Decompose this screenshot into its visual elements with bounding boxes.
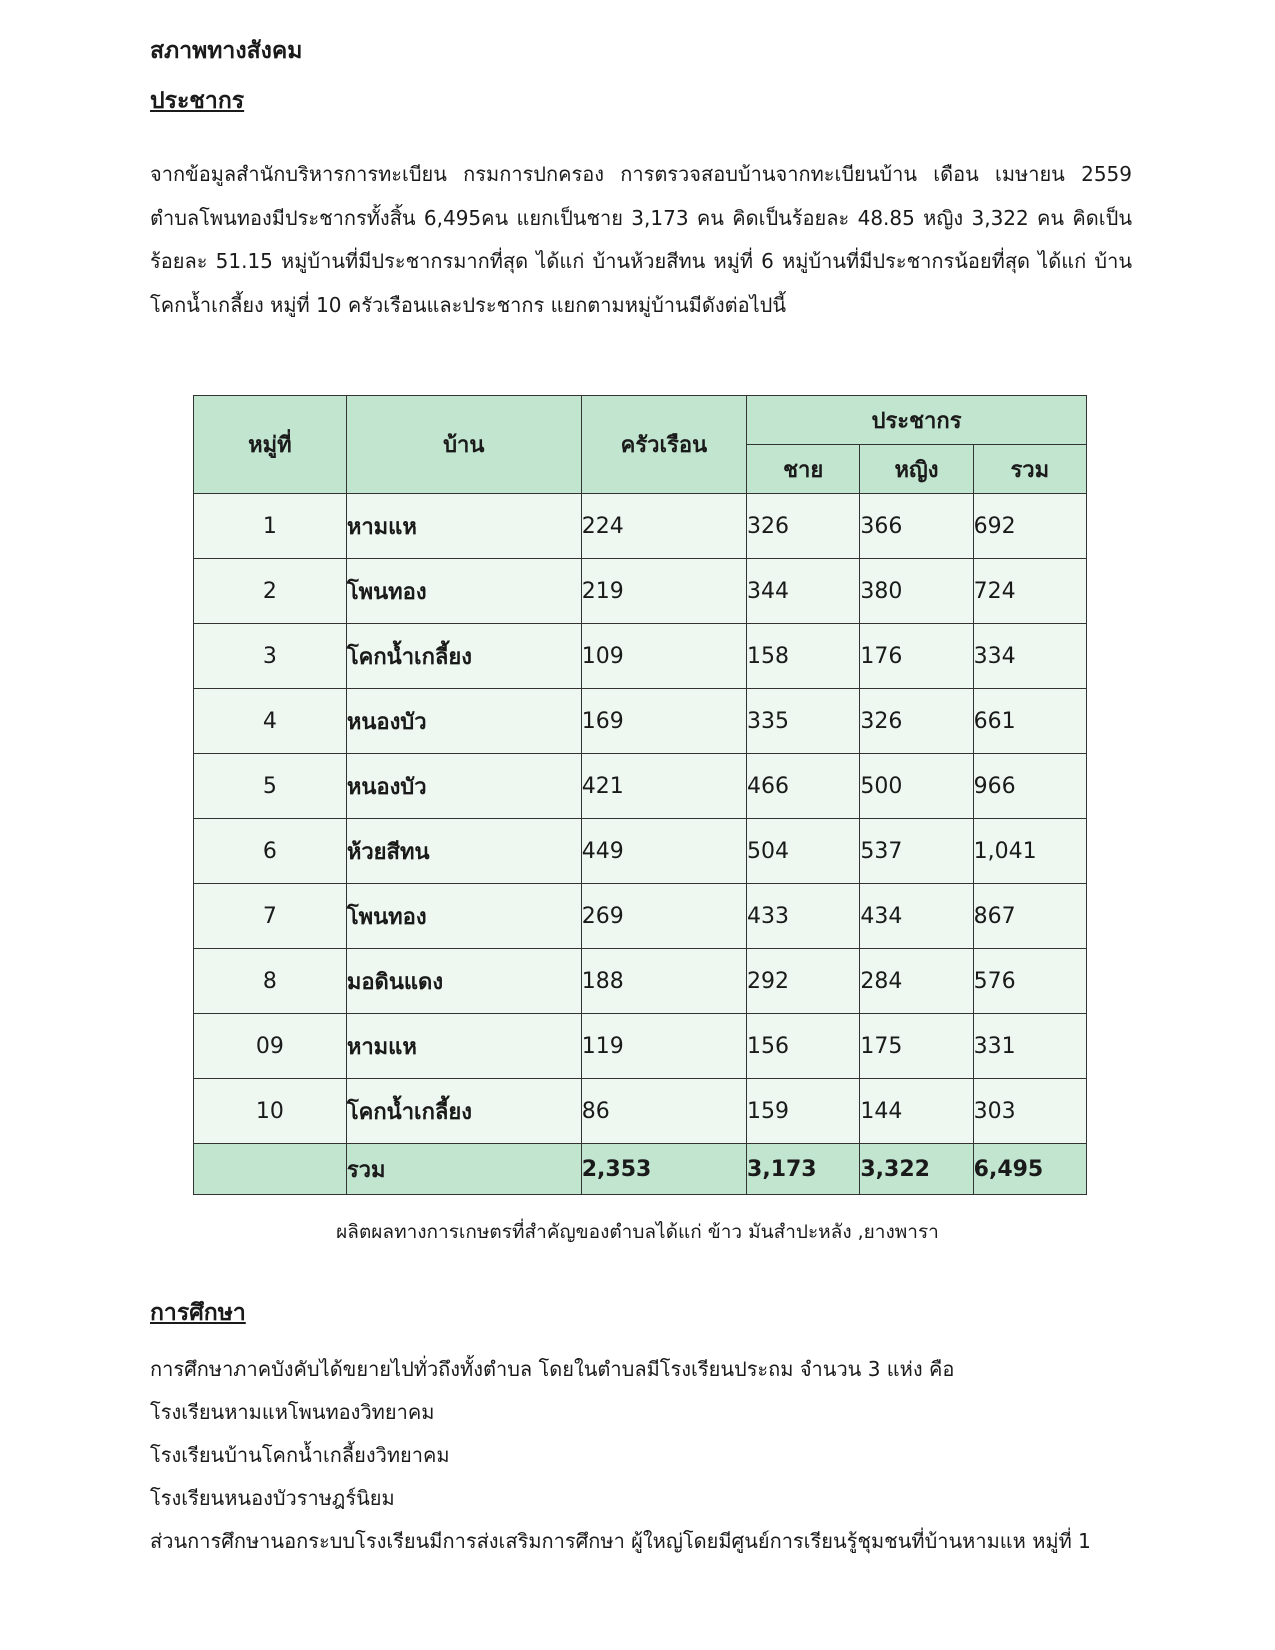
education-line: การศึกษาภาคบังคับได้ขยายไปทั่วถึงทั้งตำบล โดยในตำบลมีโรงเรียนประถม จำนวน 3 แห่ง คือ bbox=[150, 1357, 955, 1381]
row-households: 421 bbox=[581, 754, 746, 819]
header-total: รวม bbox=[973, 445, 1086, 494]
row-moo: 3 bbox=[194, 624, 347, 689]
row-moo: 8 bbox=[194, 949, 347, 1014]
row-total: 303 bbox=[973, 1079, 1086, 1144]
row-village: หนองบัว bbox=[346, 689, 581, 754]
row-households: 188 bbox=[581, 949, 746, 1014]
footer-female: 3,322 bbox=[860, 1144, 973, 1195]
footer-households: 2,353 bbox=[581, 1144, 746, 1195]
row-male: 504 bbox=[747, 819, 860, 884]
row-village: โคกน้ำเกลี้ยง bbox=[346, 1079, 581, 1144]
row-total: 331 bbox=[973, 1014, 1086, 1079]
population-table bbox=[193, 395, 1087, 1195]
footer-total: 6,495 bbox=[973, 1144, 1086, 1195]
row-households: 224 bbox=[581, 494, 746, 559]
row-total: 1,041 bbox=[973, 819, 1086, 884]
row-female: 537 bbox=[860, 819, 973, 884]
row-households: 269 bbox=[581, 884, 746, 949]
row-village: โพนทอง bbox=[346, 559, 581, 624]
table-row bbox=[194, 1014, 1087, 1079]
population-intro-paragraph: จากข้อมูลสำนักบริหารการทะเบียน กรมการปกครอง การตรวจสอบบ้านจากทะเบียนบ้าน เดือน เมษายน 2559 ตำบลโพนทองมีประชากรทั้งสิ้น 6,495คน แยกเป็นชาย 3,173 คน คิดเป็นร้อยละ 48.85 หญิง 3,322 คน คิดเป็นร้อยละ 51.15 หมู่บ้านที่มีประชากรมากที่สุด ได้แก่ บ้านห้วยสีทน หมู่ที่ 6 หมู่บ้านที่มีประชากรน้อยที่สุด ได้แก่ บ้านโคกน้ำเกลี้ยง หมู่ที่ 10 ครัวเรือนและประชากร แยกตามหมู่บ้านมีดังต่อไปนี้ bbox=[150, 162, 1132, 317]
row-village: หามแห bbox=[346, 1014, 581, 1079]
row-total: 334 bbox=[973, 624, 1086, 689]
row-households: 119 bbox=[581, 1014, 746, 1079]
footer-label: รวม bbox=[346, 1144, 581, 1195]
row-moo: 7 bbox=[194, 884, 347, 949]
table-row bbox=[194, 559, 1087, 624]
section-heading-population: ประชากร bbox=[150, 88, 245, 114]
row-male: 335 bbox=[747, 689, 860, 754]
header-moo: หมู่ที่ bbox=[194, 396, 347, 494]
header-male: ชาย bbox=[747, 445, 860, 494]
row-male: 159 bbox=[747, 1079, 860, 1144]
table-row bbox=[194, 884, 1087, 949]
education-line: ส่วนการศึกษานอกระบบโรงเรียนมีการส่งเสริมการศึกษา ผู้ใหญ่โดยมีศูนย์การเรียนรู้ชุมชนที่บ้านหามแห หมู่ที่ 1 bbox=[150, 1529, 1091, 1553]
row-village: โพนทอง bbox=[346, 884, 581, 949]
row-female: 366 bbox=[860, 494, 973, 559]
row-total: 576 bbox=[973, 949, 1086, 1014]
row-village: ห้วยสีทน bbox=[346, 819, 581, 884]
row-male: 292 bbox=[747, 949, 860, 1014]
row-female: 175 bbox=[860, 1014, 973, 1079]
row-village: หามแห bbox=[346, 494, 581, 559]
table-row bbox=[194, 819, 1087, 884]
row-households: 86 bbox=[581, 1079, 746, 1144]
row-households: 219 bbox=[581, 559, 746, 624]
footer-moo-cell bbox=[194, 1144, 347, 1195]
row-male: 466 bbox=[747, 754, 860, 819]
table-row bbox=[194, 624, 1087, 689]
table-row bbox=[194, 1079, 1087, 1144]
row-female: 326 bbox=[860, 689, 973, 754]
row-moo: 2 bbox=[194, 559, 347, 624]
row-female: 380 bbox=[860, 559, 973, 624]
header-village: บ้าน bbox=[346, 396, 581, 494]
row-total: 867 bbox=[973, 884, 1086, 949]
section-heading-education: การศึกษา bbox=[150, 1300, 246, 1326]
header-female: หญิง bbox=[860, 445, 973, 494]
table-row bbox=[194, 949, 1087, 1014]
section-heading-social: สภาพทางสังคม bbox=[150, 38, 303, 64]
footer-male: 3,173 bbox=[747, 1144, 860, 1195]
table-body bbox=[194, 494, 1087, 1144]
table-row bbox=[194, 689, 1087, 754]
row-total: 661 bbox=[973, 689, 1086, 754]
row-female: 500 bbox=[860, 754, 973, 819]
row-female: 284 bbox=[860, 949, 973, 1014]
row-moo: 09 bbox=[194, 1014, 347, 1079]
table-row bbox=[194, 754, 1087, 819]
row-moo: 4 bbox=[194, 689, 347, 754]
school-name: โรงเรียนบ้านโคกน้ำเกลี้ยงวิทยาคม bbox=[150, 1443, 450, 1467]
row-female: 176 bbox=[860, 624, 973, 689]
table-row bbox=[194, 494, 1087, 559]
row-total: 966 bbox=[973, 754, 1086, 819]
row-female: 434 bbox=[860, 884, 973, 949]
header-households: ครัวเรือน bbox=[581, 396, 746, 494]
row-moo: 1 bbox=[194, 494, 347, 559]
row-male: 158 bbox=[747, 624, 860, 689]
row-village: โคกน้ำเกลี้ยง bbox=[346, 624, 581, 689]
row-village: มอดินแดง bbox=[346, 949, 581, 1014]
row-total: 692 bbox=[973, 494, 1086, 559]
row-male: 156 bbox=[747, 1014, 860, 1079]
row-moo: 10 bbox=[194, 1079, 347, 1144]
row-households: 109 bbox=[581, 624, 746, 689]
header-population: ประชากร bbox=[747, 396, 1087, 445]
row-total: 724 bbox=[973, 559, 1086, 624]
row-male: 326 bbox=[747, 494, 860, 559]
row-households: 449 bbox=[581, 819, 746, 884]
school-name: โรงเรียนหามแหโพนทองวิทยาคม bbox=[150, 1400, 435, 1424]
row-moo: 6 bbox=[194, 819, 347, 884]
row-village: หนองบัว bbox=[346, 754, 581, 819]
row-male: 344 bbox=[747, 559, 860, 624]
table-footer-row bbox=[194, 1144, 1087, 1195]
row-male: 433 bbox=[747, 884, 860, 949]
school-name: โรงเรียนหนองบัวราษฎร์นิยม bbox=[150, 1486, 395, 1510]
row-female: 144 bbox=[860, 1079, 973, 1144]
agriculture-caption: ผลิตผลทางการเกษตรที่สำคัญของตำบลได้แก่ ข้าว มันสำปะหลัง ,ยางพารา bbox=[336, 1221, 939, 1243]
row-households: 169 bbox=[581, 689, 746, 754]
row-moo: 5 bbox=[194, 754, 347, 819]
